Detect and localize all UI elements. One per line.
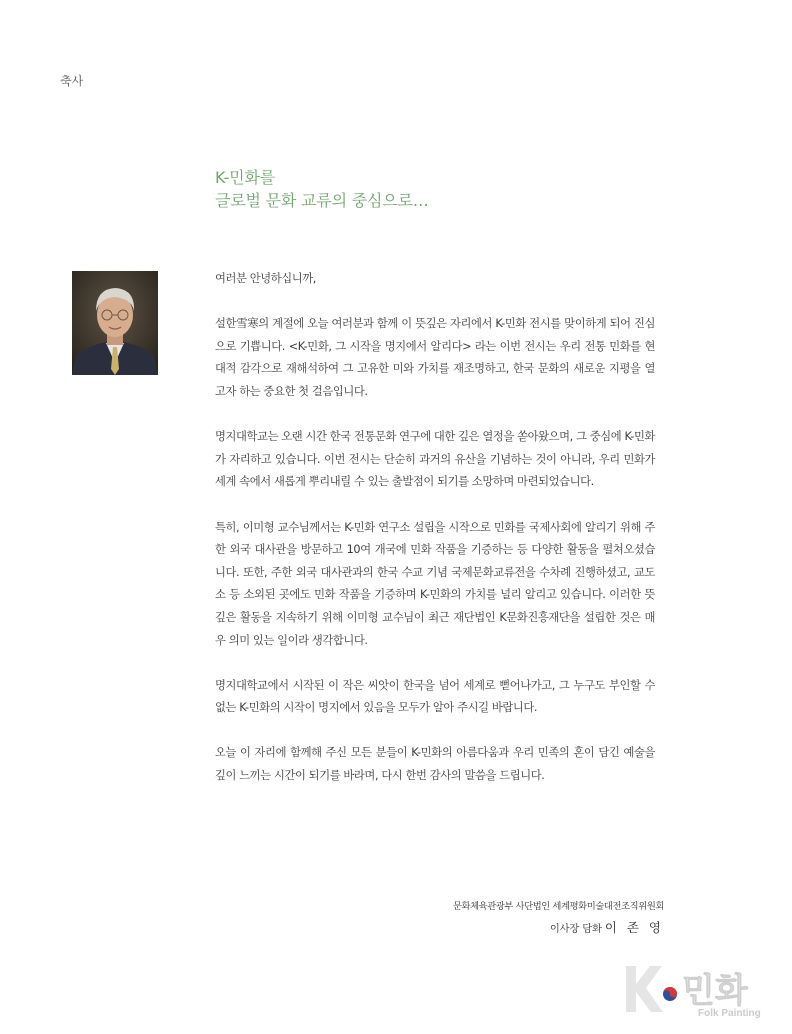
signature-organization: 문화체육관광부 사단법인 세계평화미술대전조직위원회: [452, 901, 664, 912]
title-line-2: 글로벌 문화 교류의 중심으로…: [215, 191, 429, 210]
signature-title: 이사장 담화: [549, 923, 602, 935]
signature-line: [550, 918, 664, 936]
signature-name: 이 존 영: [604, 920, 664, 935]
k-minhwa-logo: [620, 958, 770, 1020]
body-paragraph-2: 명지대학교는 오랜 시간 한국 전통문화 연구에 대한 깊은 열정을 쏟아왔으며, 그 중심에 K-민화가 자리하고 있습니다. 이번 전시는 단순히 과거의 유산을 기념하는 것이 아니라, 우리 민화가 세계 속에서 새롭게 뿌리내릴 수 있는 출발점이 되기를 소망하며 마련되었습니다.: [215, 430, 655, 489]
body-paragraph-1: 설한雪寒의 계절에 오늘 여러분과 함께 이 뜻깊은 자리에서 K-민화 전시를 맞이하게 되어 진심으로 기쁩니다. <K-민화, 그 시작을 명지에서 알리다> 라는 이번 전시는 우리 전통 민화를 현대적 감각으로 재해석하여 그 고유한 미와 가치를 재조명하고, 한국 문화의 새로운 지평을 열고자 하는 중요한 첫 걸음입니다.: [215, 317, 655, 398]
message-body: [215, 268, 655, 810]
page-title: [215, 166, 429, 212]
logo-subtitle: Folk Painting: [698, 1008, 761, 1019]
body-paragraph-5: 오늘 이 자리에 함께해 주신 모든 분들이 K-민화의 아름다움과 우리 민족의 혼이 담긴 예술을 깊이 느끼는 시간이 되기를 바라며, 다시 한번 감사의 말씀을 드립니다.: [215, 746, 655, 783]
title-line-1: K-민화를: [215, 168, 275, 187]
logo-text: 민화: [682, 971, 748, 1011]
greeting-paragraph: 여러분 안녕하십니까,: [215, 272, 316, 285]
body-paragraph-4: 명지대학교에서 시작된 이 작은 씨앗이 한국을 넘어 세계로 뻗어나가고, 그 누구도 부인할 수 없는 K-민화의 시작이 명지에서 있음을 모두가 알아 주시길 바랍니다.: [215, 678, 655, 715]
body-paragraph-3: 특히, 이미형 교수님께서는 K-민화 연구소 설립을 시작으로 민화를 국제사회에 알리기 위해 주한 외국 대사관을 방문하고 10여 개국에 민화 작품을 기증하는 등 다양한 활동을 펼쳐오셨습니다. 또한, 주한 외국 대사관과의 한국 수교 기념 국제문화교류전을 수차례 진행하셨고, 교도소 등 소외된 곳에도 민화 작품을 기증하며 K-민화의 가치를 널리 알리고 있습니다. 이러한 뜻깊은 활동을 지속하기 위해 이미형 교수님이 최근 재단법인 K문화진흥재단을 설립한 것은 매우 의미 있는 일이라 생각합니다.: [215, 520, 655, 647]
portrait-photo: [72, 271, 158, 375]
section-label: 축사: [60, 74, 84, 88]
